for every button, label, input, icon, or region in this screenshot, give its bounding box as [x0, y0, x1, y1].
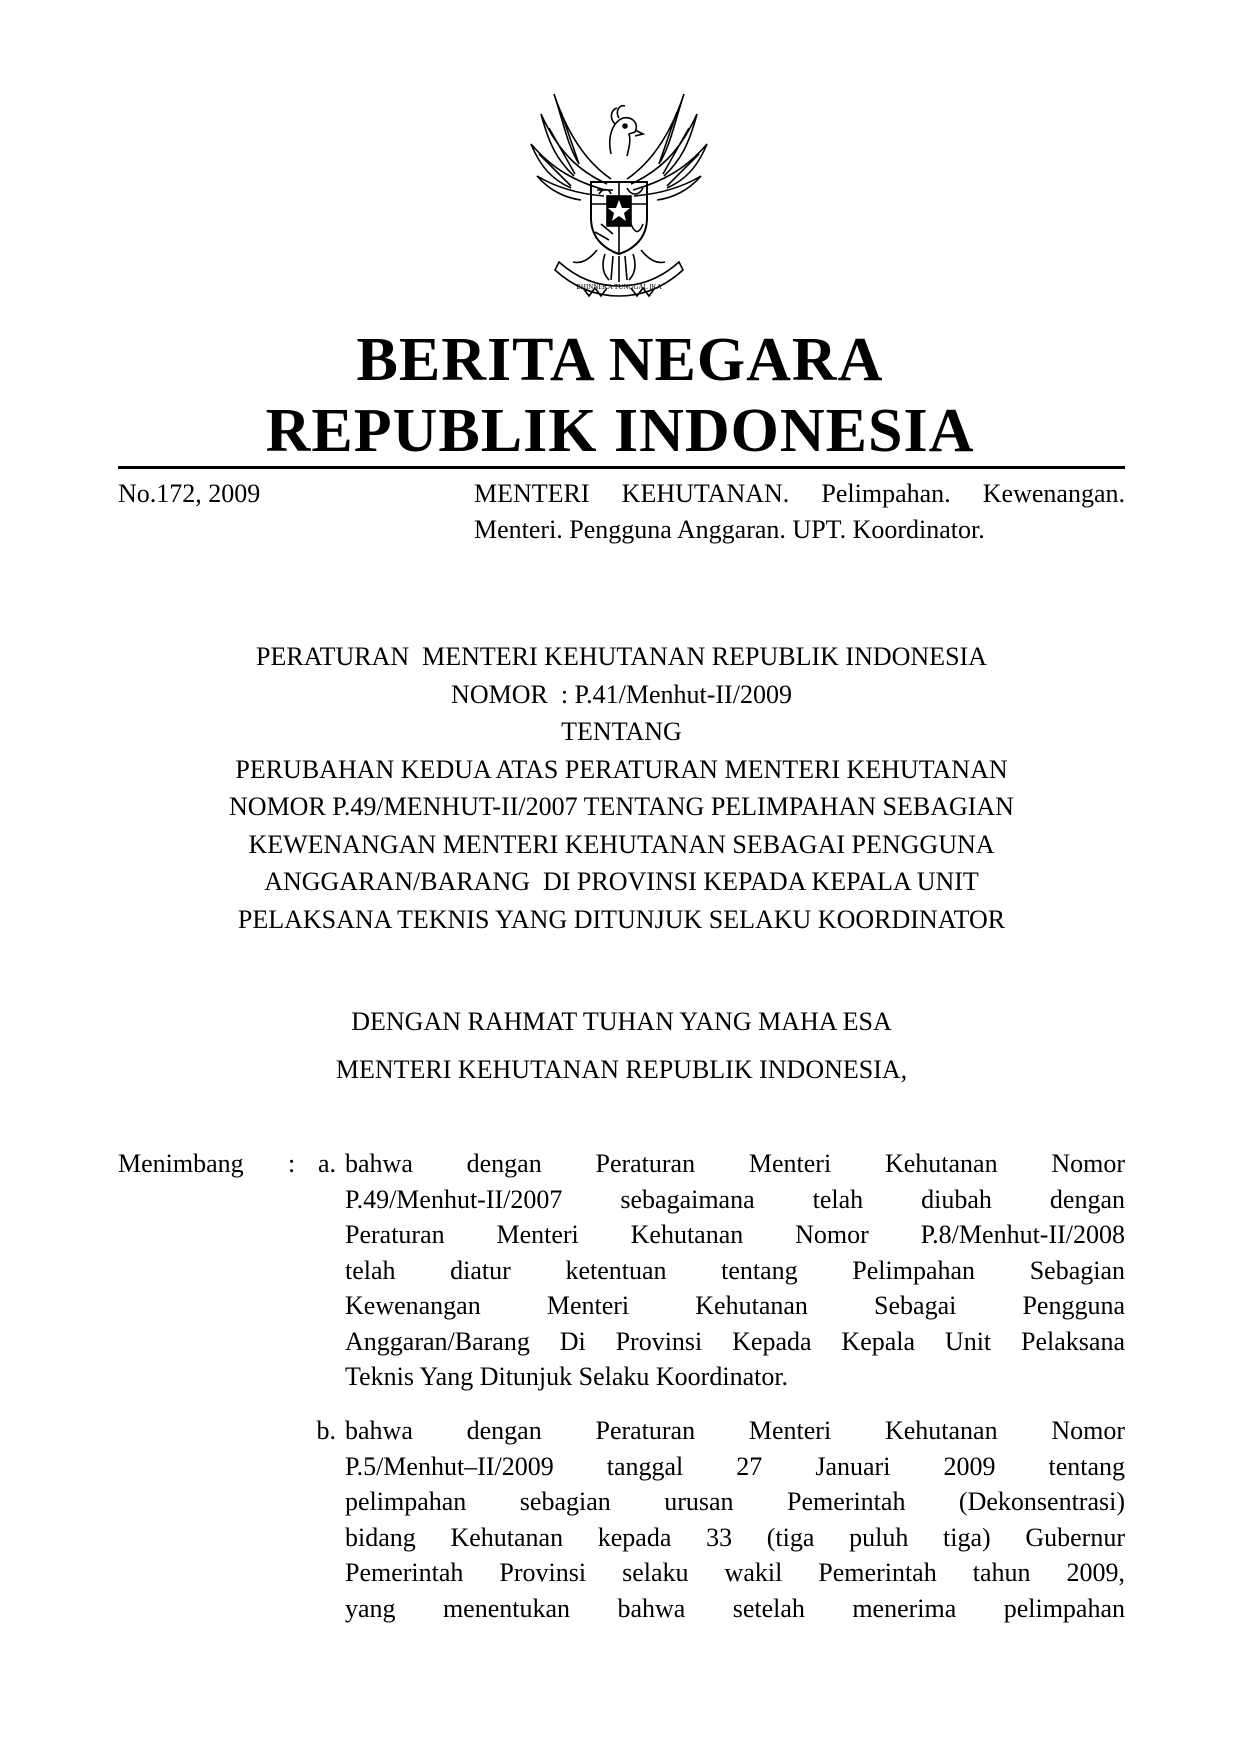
header-rule [118, 466, 1125, 469]
opening-formula [118, 998, 1125, 1094]
heading-line: TENTANG [561, 717, 682, 746]
considering-item-b [345, 1413, 1125, 1626]
considering-colon: : [288, 1149, 296, 1178]
opening-line: MENTERI KEHUTANAN REPUBLIK INDONESIA, [335, 1055, 908, 1084]
paragraph-line: pelimpahan sebagian urusan Pemerintah (Dekonsentrasi) [345, 1487, 1125, 1516]
heading-line: NOMOR : P.41/Menhut-II/2009 [451, 679, 792, 709]
heading-line: NOMOR P.49/MENHUT-II/2007 TENTANG PELIMPAHAN SEBAGIAN [229, 792, 1014, 821]
item-letter-b: b. [316, 1416, 336, 1445]
heading-line: PERATURAN MENTERI KEHUTANAN REPUBLIK INDONESIA [256, 642, 987, 671]
gazette-number: No.172, 2009 [118, 479, 261, 508]
paragraph-line: P.49/Menhut-II/2007 sebagaimana telah diubah dengan [345, 1184, 1125, 1214]
gazette-subject: MENTERI KEHUTANAN. Pelimpahan. Kewenangan. Menteri. Pengguna Anggaran. UPT. Koordinator. [474, 479, 1125, 544]
heading-line: ANGGARAN/BARANG DI PROVINSI KEPADA KEPALA UNIT [264, 867, 979, 896]
paragraph-line: Peraturan Menteri Kehutanan Nomor P.8/Menhut-II/2008 [345, 1220, 1125, 1249]
paragraph-line: Kewenangan Menteri Kehutanan Sebagai Pengguna [345, 1291, 1125, 1320]
item-letter-a: a. [317, 1149, 336, 1178]
paragraph-line: yang menentukan bahwa setelah menerima pelimpahan [345, 1593, 1125, 1623]
paragraph-line: telah diatur ketentuan tentang Pelimpahan Sebagian [345, 1255, 1125, 1285]
garuda-emblem-icon [519, 84, 719, 300]
paragraph-line: Teknis Yang Ditunjuk Selaku Koordinator. [345, 1362, 789, 1391]
heading-line: PERUBAHAN KEDUA ATAS PERATURAN MENTERI KEHUTANAN [235, 754, 1008, 784]
paragraph-line: bahwa dengan Peraturan Menteri Kehutanan Nomor [345, 1149, 1125, 1178]
svg-text:BHINNEKA TUNGGAL IKA: BHINNEKA TUNGGAL IKA [576, 283, 662, 291]
considering-label: Menimbang [118, 1149, 244, 1178]
document-title-line1: BERITA NEGARA [356, 326, 884, 394]
document-title-line2: REPUBLIK INDONESIA [265, 397, 975, 465]
paragraph-line: bidang Kehutanan kepada 33 (tiga puluh tiga) Gubernur [345, 1522, 1125, 1552]
opening-line: DENGAN RAHMAT TUHAN YANG MAHA ESA [351, 1007, 892, 1036]
considering-item-a [345, 1146, 1125, 1395]
paragraph-line: bahwa dengan Peraturan Menteri Kehutanan Nomor [345, 1416, 1125, 1445]
heading-line: PELAKSANA TEKNIS YANG DITUNJUK SELAKU KOORDINATOR [237, 904, 1006, 934]
regulation-heading [118, 638, 1125, 938]
paragraph-line: P.5/Menhut–II/2009 tanggal 27 Januari 2009 tentang [345, 1451, 1125, 1481]
paragraph-line: Pemerintah Provinsi selaku wakil Pemerintah tahun 2009, [345, 1558, 1125, 1587]
paragraph-line: Anggaran/Barang Di Provinsi Kepada Kepala Unit Pelaksana [345, 1326, 1125, 1356]
heading-line: KEWENANGAN MENTERI KEHUTANAN SEBAGAI PENGGUNA [248, 829, 995, 859]
